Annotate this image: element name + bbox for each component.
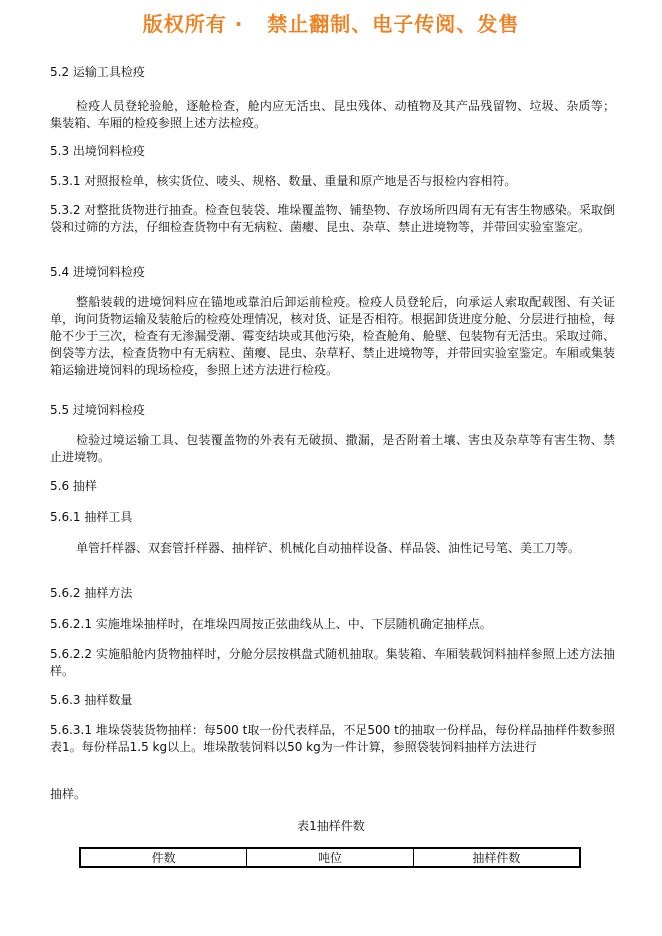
section-5-6-2-1: 5.6.2.1 实施堆垛抽样时，在堆垛四周按正弦曲线从上、中、下层随机确定抽样点。 [50, 617, 492, 631]
section-5-4-body: 整船装载的进境饲料应在锚地或靠泊后卸运前检疫。检疫人员登轮后，向承运人索取配载图、有关证单，询问货物运输及装舱后的检疫处理情况，核对货、证是否相符。根据卸货进度分舱、分层进行抽检，每舱不少于三次，检查有无渗漏受潮、霉变结块或其他污染，检查舱角、舱壁、包装物有无活虫。采取过筛、倒袋等方法，检查货物中有无病粒、菌瘿、昆虫、杂草籽、禁止进境物等，并带回实验室鉴定。车厢或集装箱运输进境饲料的现场检疫，参照上述方法进行检疫。 [50, 295, 615, 377]
section-5-6-2-title: 5.6.2 抽样方法 [50, 586, 133, 600]
section-5-3-title: 5.3 出境饲料检疫 [50, 144, 145, 158]
section-5-3-1: 5.3.1 对照报检单，核实货位、唛头、规格、数量、重量和原产地是否与报检内容相符。 [50, 174, 517, 188]
section-5-6-3-title: 5.6.3 抽样数量 [50, 693, 133, 707]
section-5-2-body: 检疫人员登轮验舱，逐舱检查，舱内应无活虫、昆虫残体、动植物及其产品残留物、垃圾、杂质等；集装箱、车厢的检疫参照上述方法检疫。 [50, 99, 615, 130]
section-5-4-title: 5.4 进境饲料检疫 [50, 265, 145, 279]
col-header-sample-count: 抽样件数 [413, 848, 580, 867]
col-header-tonnage: 吨位 [247, 848, 414, 867]
section-5-2-title: 5.2 运输工具检疫 [50, 65, 145, 79]
table-header-row [80, 848, 580, 867]
section-5-6-3-1: 5.6.3.1 堆垛袋装货物抽样：每500 t取一份代表样品，不足500 t的抽取一份样品，每份样品抽样件数参照表1。每份样品1.5 kg以上。堆垛散装饲料以50 kg为一件计算，参照袋装饲料抽样方法进行 [50, 723, 615, 754]
copyright-watermark: 版权所有 · 禁止翻制、电子传阅、发售 [142, 12, 520, 36]
col-header-count: 件数 [80, 848, 247, 867]
section-5-6-3-1-tail: 抽样。 [50, 787, 87, 801]
section-5-5-body: 检验过境运输工具、包装覆盖物的外表有无破损、撒漏，是否附着土壤、害虫及杂草等有害生物、禁止进境物。 [50, 433, 615, 464]
table-1-caption: 表1抽样件数 [297, 819, 365, 833]
section-5-6-1-body: 单管扦样器、双套管扦样器、抽样铲、机械化自动抽样设备、样品袋、油性记号笔、美工刀等。 [76, 541, 581, 555]
section-5-3-2: 5.3.2 对整批货物进行抽查。检查包装袋、堆垛覆盖物、铺垫物、存放场所四周有无有害生物感染。采取倒袋和过筛的方法，仔细检查货物中有无病粒、菌瘿、昆虫、杂草、禁止进境物等，并带回实验室鉴定。 [50, 203, 615, 234]
section-5-6-2-2: 5.6.2.2 实施船舱内货物抽样时，分舱分层按棋盘式随机抽取。集装箱、车厢装载饲料抽样参照上述方法抽样。 [50, 647, 615, 678]
section-5-6-1-title: 5.6.1 抽样工具 [50, 510, 133, 524]
table-1 [79, 847, 581, 868]
section-5-5-title: 5.5 过境饲料检疫 [50, 403, 145, 417]
section-5-6-title: 5.6 抽样 [50, 479, 97, 493]
